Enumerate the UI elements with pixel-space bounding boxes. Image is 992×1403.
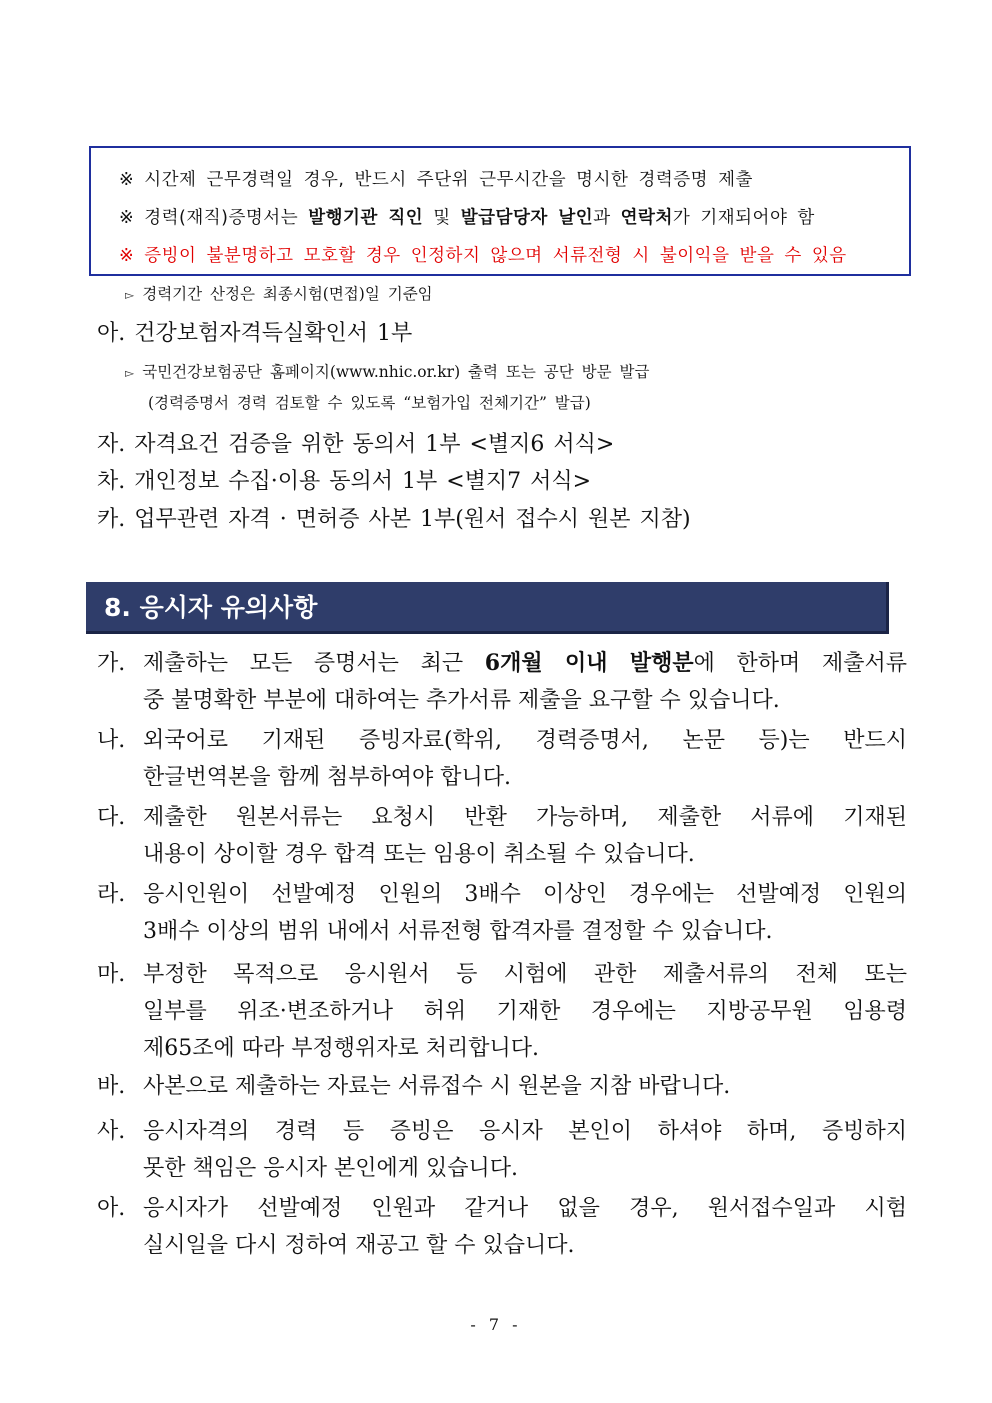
note-career-period	[125, 282, 433, 304]
para-ra	[97, 876, 907, 950]
para-line: 응시자가 선발예정 인원과 같거나 없을 경우, 원서접수일과 시험	[143, 1196, 907, 1221]
section-header: 8. 응시자 유의사항	[86, 582, 889, 634]
para-label: 사.	[97, 1119, 126, 1144]
notice-text: 가 기재되어야 함	[672, 208, 815, 228]
para-line: 못한 책임은 응시자 본인에게 있습니다.	[143, 1156, 518, 1181]
notice-line-warning: ※ 증빙이 불분명하고 모호할 경우 인정하지 않으며 서류전형 시 불이익을 받을 수 있음	[119, 246, 847, 266]
para-label: 라.	[97, 882, 126, 907]
note-nhic-detail: (경력증명서 경력 검토할 수 있도록 “보험가입 전체기간” 발급)	[148, 394, 591, 412]
para-na	[97, 722, 907, 796]
note-text: 국민건강보험공단 홈페이지(www.nhic.or.kr) 출력 또는 공단 방문 발급	[142, 363, 650, 381]
para-bold: 6개월 이내 발행분	[484, 650, 694, 676]
para-label: 바.	[97, 1074, 126, 1099]
para-line	[143, 645, 907, 682]
notice-text: 및	[423, 208, 461, 228]
para-line: 외국어로 기재된 증빙자료(학위, 경력증명서, 논문 등)는 반드시	[143, 728, 907, 753]
para-line: 내용이 상이할 경우 합격 또는 임용이 취소될 수 있습니다.	[143, 842, 695, 867]
para-line: 한글번역본을 함께 첨부하여야 합니다.	[143, 765, 512, 790]
notice-box	[89, 146, 911, 276]
notice-bold-signature: 발급담당자 날인	[460, 208, 594, 228]
para-line: 제65조에 따라 부정행위자로 처리합니다.	[143, 1036, 539, 1061]
para-line: 3배수 이상의 범위 내에서 서류전형 합격자를 결정할 수 있습니다.	[143, 919, 773, 944]
para-ga	[97, 645, 907, 719]
para-line: 실시일을 다시 정하여 재공고 할 수 있습니다.	[143, 1233, 575, 1258]
para-line: 응시인원이 선발예정 인원의 3배수 이상인 경우에는 선발예정 인원의	[143, 882, 907, 907]
notice-text: ※ 경력(재직)증명서는	[119, 208, 309, 228]
para-label: 다.	[97, 805, 126, 830]
para-a2	[97, 1190, 907, 1264]
triangle-icon: ▻	[125, 288, 135, 302]
notice-text: 과	[593, 208, 621, 228]
para-label: 아.	[97, 1196, 126, 1221]
notice-bold-seal: 발행기관 직인	[308, 208, 424, 228]
para-line: 제출한 원본서류는 요청시 반환 가능하며, 제출한 서류에 기재된	[143, 805, 907, 830]
page-number: - 7 -	[470, 1315, 522, 1334]
notice-bold-contact: 연락처	[620, 208, 673, 228]
note-nhic	[125, 360, 650, 382]
para-line: 일부를 위조·변조하거나 허위 기재한 경우에는 지방공무원 임용령	[143, 999, 907, 1024]
item-cha: 차. 개인정보 수집·이용 동의서 1부 <별지7 서식>	[97, 469, 592, 494]
item-ka: 카. 업무관련 자격 · 면허증 사본 1부(원서 접수시 원본 지참)	[97, 507, 691, 532]
para-line: 응시자격의 경력 등 증빙은 응시자 본인이 하셔야 하며, 증빙하지	[143, 1119, 907, 1144]
note-text: 경력기간 산정은 최종시험(면접)일 기준임	[142, 285, 433, 303]
para-label: 나.	[97, 728, 126, 753]
notice-line-certificate	[119, 204, 815, 229]
para-text: 제출하는 모든 증명서는 최근	[143, 651, 485, 676]
para-line: 부정한 목적으로 응시원서 등 시험에 관한 제출서류의 전체 또는	[143, 962, 907, 987]
notice-line-part-time: ※ 시간제 근무경력일 경우, 반드시 주단위 근무시간을 명시한 경력증명 제출	[119, 170, 753, 190]
triangle-icon: ▻	[125, 366, 135, 380]
para-da	[97, 799, 907, 873]
para-line: 중 불명확한 부분에 대하여는 추가서류 제출을 요구할 수 있습니다.	[143, 688, 780, 713]
para-ma	[97, 956, 907, 1067]
item-ja: 자. 자격요건 검증을 위한 동의서 1부 <별지6 서식>	[97, 432, 615, 457]
para-sa	[97, 1113, 907, 1187]
para-ba	[97, 1068, 907, 1105]
para-line: 사본으로 제출하는 자료는 서류접수 시 원본을 지참 바랍니다.	[143, 1074, 731, 1099]
para-label: 마.	[97, 962, 126, 987]
para-text: 에 한하며 제출서류	[693, 651, 907, 676]
item-a: 아. 건강보험자격득실확인서 1부	[97, 321, 413, 346]
para-label: 가.	[97, 651, 126, 676]
